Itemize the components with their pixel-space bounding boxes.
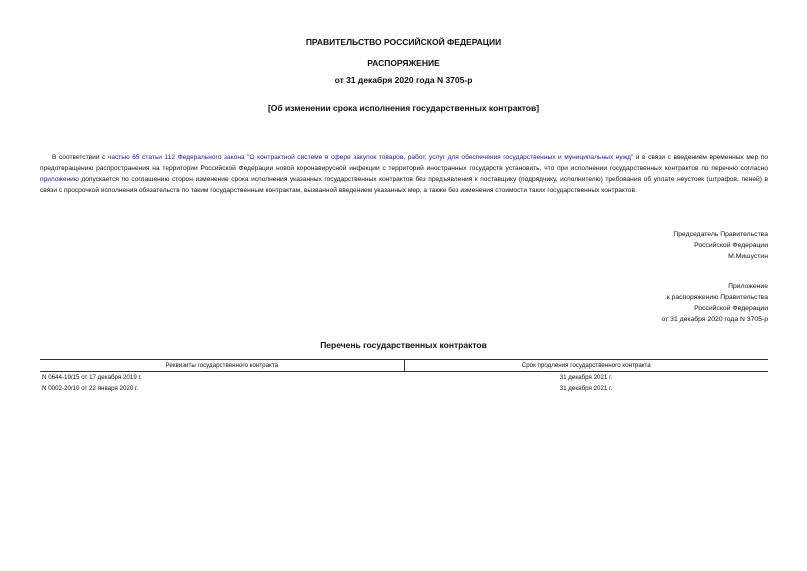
federal-law-link[interactable]: частью 65 статьи 112 Федерального закона "О контрактной системе в сфере закупок товаров, работ, услуг для обеспечения государственных и муниципальных нужд" [107, 153, 634, 161]
signature-organization: Российской Федерации [694, 242, 768, 249]
government-heading: ПРАВИТЕЛЬСТВО РОССИЙСКОЙ ФЕДЕРАЦИИ [305, 37, 502, 47]
paragraph-text-1: В соответствии с [52, 153, 108, 161]
paragraph-text-2: и в связи с введением временных мер по предотвращению распространения на территории Российской Федерации новой коронавирусной инфекции с территорий иностранных государств установить, что при исполнении государственных контрактов по перечню согласно [40, 153, 769, 172]
contract-details-cell: N 0644-19/15 от 17 декабря 2019 г. [42, 374, 142, 381]
signature-block [568, 229, 768, 262]
document-type: РАСПОРЯЖЕНИЕ [367, 58, 440, 68]
document-date-number: от 31 декабря 2020 года N 3705-р [334, 75, 473, 85]
appendix-link[interactable]: приложению [40, 176, 79, 183]
main-paragraph [40, 152, 768, 197]
table-row [40, 383, 768, 394]
column-header-term: Срок продления государственного контракта [404, 360, 768, 372]
signature-position: Председатель Правительства [673, 231, 768, 238]
column-header-contract: Реквизиты государственного контракта [40, 360, 404, 372]
signature-name: М.Мишустин [728, 253, 768, 260]
appendix-organization: Российской Федерации [694, 305, 768, 312]
contract-list-title: Перечень государственных контрактов [320, 340, 487, 350]
table-row [40, 372, 768, 384]
extension-term-cell: 31 декабря 2021 г. [559, 374, 613, 381]
contract-details-cell: N 0002-20/10 от 22 января 2020 г. [42, 385, 139, 392]
appendix-label: Приложение [728, 283, 768, 290]
appendix-block [568, 281, 768, 325]
contracts-table [40, 359, 768, 394]
appendix-reference: к распоряжению Правительства [666, 294, 768, 301]
extension-term-cell: 31 декабря 2021 г. [559, 385, 613, 392]
paragraph-text-3: допускается по соглашению сторон изменение срока исполнения указанных государственных контрактов без предъявления к поставщику (подрядчику, исполнителю) требования об уплате неустоек (штрафов, пеней) в связи с просрочкой исполнения обязательств по таким государственным контрактам, вызванной введением указанных мер, а также без изменения стоимости таких государственных контрактов. [40, 176, 768, 195]
appendix-date-number: от 31 декабря 2020 года N 3705-р [661, 316, 768, 323]
document-subject: [Об изменении срока исполнения государственных контрактов] [267, 103, 540, 113]
table-header-row [40, 360, 768, 372]
